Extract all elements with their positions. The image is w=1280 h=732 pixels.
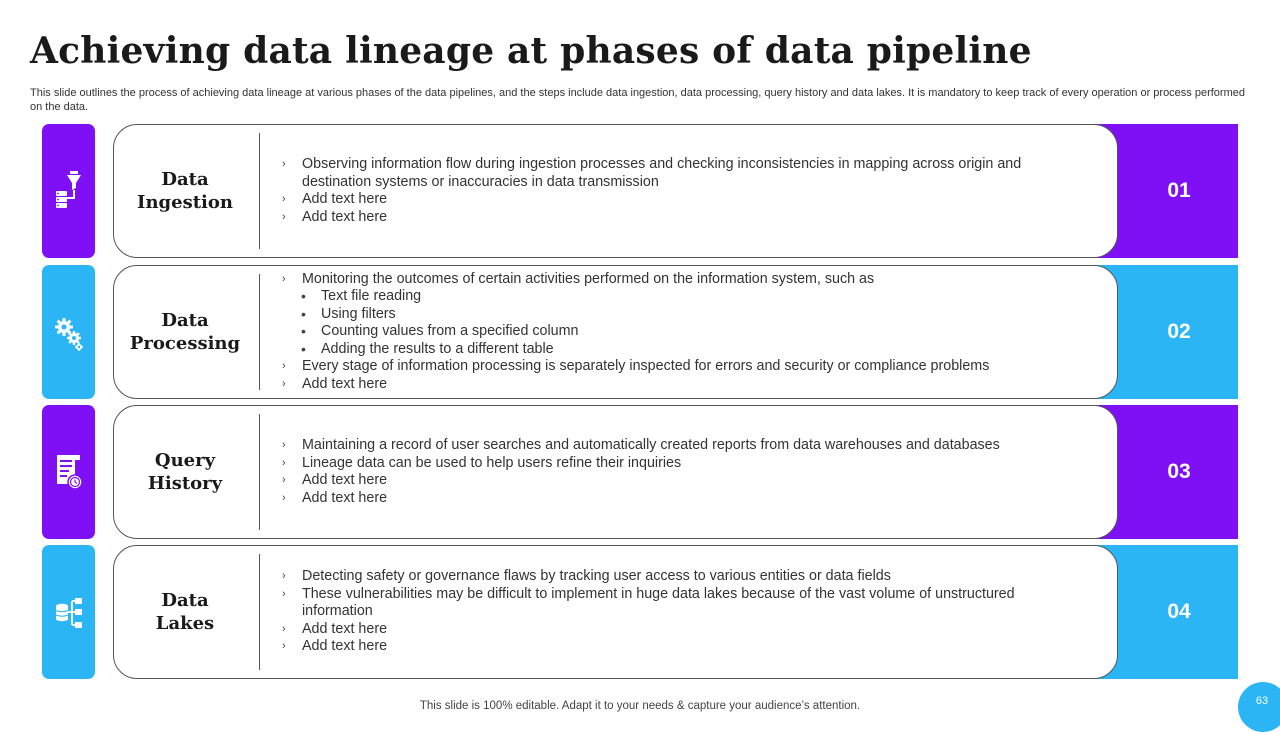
phase-label-line: Ingestion [137,192,233,213]
phase-card [113,124,1118,258]
page-title: Achieving data lineage at phases of data pipeline [30,30,1032,72]
step-number: 04 [1167,600,1191,623]
bullet-text: Lineage data can be used to help users refine their inquiries [302,454,682,471]
phase-label-line: Lakes [155,613,215,634]
chevron-bullet-icon: › [282,272,286,285]
phase-label-line: Query [154,450,216,471]
bullet-text: Every stage of information processing is separately inspected for errors and security or compliance problems [302,358,990,375]
chevron-bullet-icon: › [282,210,286,223]
bullet-text: Add text here [302,375,388,392]
phase-label-line: Data [161,590,209,611]
bullet-item [282,156,1082,191]
chevron-bullet-icon: › [282,474,286,486]
dot-bullet-icon: • [301,323,306,340]
row-icon-tab [42,405,95,539]
bullet-item [282,437,1082,455]
dot-bullet-icon: • [301,340,306,357]
bullet-text: Detecting safety or governance flaws by tracking user access to various entities or data fields [302,568,891,585]
bullet-list [282,546,1082,678]
sub-bullet-item [282,341,1082,359]
chevron-bullet-icon: › [282,360,286,373]
step-number: 01 [1167,179,1191,202]
bullet-item [282,638,1082,656]
bullet-item [282,490,1082,508]
step-number: 02 [1167,320,1191,343]
phase-label [114,125,256,257]
database-tree-icon [54,592,84,632]
pipeline-row-data-lakes [0,545,1280,679]
sub-bullet-item [282,306,1082,324]
bullet-text: Add text here [302,208,388,225]
bullet-text: Add text here [302,638,388,655]
bullet-text: Add text here [302,489,388,506]
phase-card [113,265,1118,399]
bullet-text: Add text here [302,620,388,637]
chevron-bullet-icon: › [282,587,286,600]
bullet-text: Adding the results to a different table [321,340,554,357]
chevron-bullet-icon: › [282,377,286,390]
bullet-list [282,266,1082,398]
bullet-text: Maintaining a record of user searches and automatically created reports from data warehouses and databases [302,437,1000,453]
gears-icon [54,312,84,352]
chevron-bullet-icon: › [282,491,286,504]
chevron-bullet-icon: › [282,456,286,469]
step-number: 03 [1167,460,1191,483]
card-divider [259,133,260,249]
bullet-text: Add text here [302,472,388,488]
bullet-text: Counting values from a specified column [321,323,579,340]
pipeline-row-query-history [0,405,1280,539]
phase-label [114,406,256,538]
page-number: 63 [1255,695,1269,707]
phase-label-line: Data [161,169,209,190]
bullet-list [282,406,1082,538]
bullet-item [282,209,1082,227]
bullet-item [282,191,1082,209]
pipeline-row-ingestion [0,124,1280,258]
bullet-text: Add text here [302,191,388,207]
phase-card [113,545,1118,679]
bullet-text: Text file reading [321,288,422,305]
phase-label-line: History [147,473,223,494]
phase-card [113,405,1118,539]
chevron-bullet-icon: › [282,640,286,653]
bullet-text: Monitoring the outcomes of certain activities performed on the information system, such as [302,270,875,287]
bullet-list [282,125,1082,257]
bullet-item [282,358,1082,376]
phase-label-line: Data [161,310,209,331]
phase-label [114,546,256,678]
data-funnel-icon [54,171,84,211]
bullet-text: These vulnerabilities may be difficult to implement in huge data lakes because of the vast volume of unstructured information [302,585,1015,620]
footer-note: This slide is 100% editable. Adapt it to your needs & capture your audience’s attention. [419,700,861,712]
chevron-bullet-icon: › [282,622,286,635]
page-subtitle: This slide outlines the process of achieving data lineage at various phases of the data pipelines, and the steps include data ingestion, data processing, query history and data lakes. It is mandatory to keep track of every operation or process performed on the data. [30,87,1245,113]
row-icon-tab [42,265,95,399]
phase-label [114,266,256,398]
pipeline-row-processing [0,265,1280,399]
bullet-item [282,271,1082,289]
card-divider [259,414,260,530]
bullet-item [282,376,1082,394]
chevron-bullet-icon: › [282,439,286,451]
dot-bullet-icon: • [301,288,306,305]
sub-bullet-item [282,288,1082,306]
card-divider [259,274,260,390]
bullet-item [282,621,1082,639]
bullet-text: Observing information flow during ingestion processes and checking inconsistencies in mapping across origin and destination systems or inaccuracies in data transmission [302,156,1022,190]
page-number-badge [1238,682,1280,732]
bullet-item [282,586,1082,621]
phase-label-line: Processing [129,333,241,354]
document-history-icon [54,452,84,492]
chevron-bullet-icon: › [282,193,286,205]
row-icon-tab [42,124,95,258]
chevron-bullet-icon: › [282,570,286,583]
dot-bullet-icon: • [301,305,306,322]
row-icon-tab [42,545,95,679]
card-divider [259,554,260,670]
sub-bullet-item [282,323,1082,341]
bullet-item [282,568,1082,586]
bullet-text: Using filters [321,305,396,322]
chevron-bullet-icon: › [282,158,286,170]
bullet-item [282,455,1082,473]
bullet-item [282,472,1082,490]
